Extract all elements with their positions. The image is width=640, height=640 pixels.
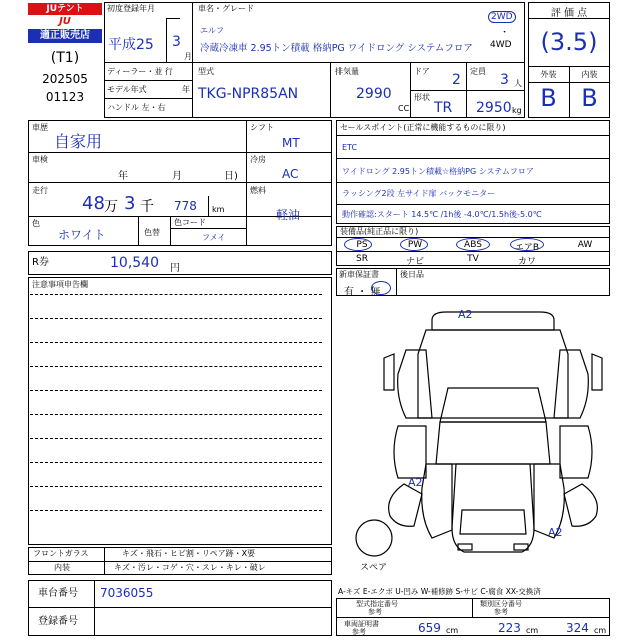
drive-4wd: 4WD bbox=[490, 40, 512, 50]
mileage-man: 48 bbox=[82, 193, 105, 214]
ju-logo: JU bbox=[59, 16, 71, 27]
drive-sep: ・ bbox=[500, 28, 510, 38]
length-unit: cm bbox=[446, 626, 459, 635]
interior-label: 内装 bbox=[54, 563, 70, 572]
color-value: ホワイト bbox=[58, 228, 106, 242]
width-value: 223 bbox=[498, 621, 521, 635]
recycle-box bbox=[28, 251, 332, 275]
certificate-ref: 参考 bbox=[352, 628, 366, 636]
color-change-label: 色替 bbox=[144, 228, 160, 237]
color-code-value: フメイ bbox=[202, 233, 226, 242]
class-spec-label: 類別区分番号 bbox=[480, 600, 522, 608]
doors-value: 2 bbox=[452, 72, 461, 88]
aircon-label: 冷房 bbox=[250, 155, 266, 164]
score-value: (3.5) bbox=[540, 28, 598, 56]
class-spec-ref: 参考 bbox=[494, 608, 508, 616]
aircon-value: AC bbox=[282, 167, 299, 181]
int-score: B bbox=[581, 84, 598, 112]
sales-label: セールスポイント(正常に機能するものに限り) bbox=[340, 123, 506, 132]
logo-box bbox=[28, 3, 102, 43]
shape-label: 形状 bbox=[414, 93, 430, 102]
ext-label: 外装 bbox=[540, 70, 557, 79]
shaken-month: 月 bbox=[172, 171, 182, 182]
fuel-value: 軽油 bbox=[276, 208, 301, 222]
width-unit: cm bbox=[526, 626, 539, 635]
shift-label: シフト bbox=[250, 123, 274, 132]
lot-number-2: 01123 bbox=[45, 90, 85, 104]
front-glass-value: キズ・飛石・ヒビ割・リペア跡・X要 bbox=[122, 549, 256, 558]
mileage-sen: 3 bbox=[124, 193, 136, 214]
model-year-unit: 年 bbox=[182, 85, 190, 94]
mileage-sen-unit: 千 bbox=[140, 199, 154, 215]
recycle-unit: 円 bbox=[170, 263, 180, 274]
dealer-label: ディーラー・並 行 bbox=[107, 67, 173, 76]
sales-item-3: ラッシング2段 左サイド扉 バックモニター bbox=[342, 189, 496, 198]
store-badge: 適正販売店 bbox=[28, 29, 102, 43]
drive-2wd: 2WD bbox=[488, 11, 516, 23]
use-value: 自家用 bbox=[54, 132, 103, 151]
header-box bbox=[104, 2, 525, 118]
reg-month: 3 bbox=[172, 34, 181, 50]
load-unit: kg bbox=[512, 106, 522, 115]
car-label: 車名・グレード bbox=[198, 4, 254, 13]
reg-era: 平成25 bbox=[108, 37, 154, 53]
registration-label: 登録番号 bbox=[38, 616, 78, 627]
vehicle-diagram bbox=[336, 298, 610, 580]
sales-item-1: ETC bbox=[342, 143, 358, 152]
equip-pw: PW bbox=[407, 240, 423, 250]
mileage-unit: km bbox=[212, 205, 225, 214]
interior-value: キズ・汚レ・コゲ・穴・スレ・キレ・破レ bbox=[114, 563, 266, 572]
chassis-value: 7036055 bbox=[100, 586, 154, 600]
mileage-rest: 778 bbox=[174, 199, 197, 213]
later-label: 後日品 bbox=[400, 270, 424, 279]
model-year-label: モデル年式 bbox=[107, 85, 147, 94]
handle-label: ハンドル 左・右 bbox=[107, 103, 166, 112]
damage-mark-left: A2 bbox=[408, 476, 423, 489]
fuel-label: 燃料 bbox=[250, 186, 266, 195]
equip-sr: SR bbox=[356, 254, 368, 264]
lot-number-1: 202505 bbox=[42, 72, 88, 86]
type-spec-ref: 参考 bbox=[368, 608, 382, 616]
ext-score: B bbox=[540, 84, 557, 112]
chassis-label: 車台番号 bbox=[38, 588, 78, 599]
capacity-unit: 人 bbox=[514, 79, 522, 88]
sales-item-4: 動作確認:スタート 14.5℃ /1h後 -4.0℃/1.5h後-5.0℃ bbox=[342, 210, 542, 219]
recycle-value: 10,540 bbox=[110, 255, 159, 271]
equip-airbag: エアB bbox=[514, 243, 540, 253]
displacement-unit: CC bbox=[398, 104, 410, 113]
car-name: エルフ bbox=[200, 26, 224, 35]
damage-legend: A-キズ E-エクボ U-凹み W-補修跡 S-サビ C-腐食 XX-交換済 bbox=[338, 587, 541, 596]
damage-mark-right: A2 bbox=[548, 526, 563, 539]
recycle-label: R券 bbox=[32, 257, 49, 268]
equip-leather: カワ bbox=[517, 257, 536, 267]
equip-ps: PS bbox=[356, 240, 368, 250]
color-code-label: 色コード bbox=[174, 218, 206, 227]
brand-logo: JUテント bbox=[28, 3, 102, 15]
equip-airbag-circle bbox=[510, 238, 544, 251]
equip-abs: ABS bbox=[464, 240, 482, 250]
car-grade: 冷蔵冷凍車 2.95トン積載 格納PG ワイドロング システムフロア bbox=[200, 43, 473, 54]
doors-label: ドア bbox=[414, 67, 430, 76]
type-label: 型式 bbox=[198, 67, 214, 76]
type-value: TKG-NPR85AN bbox=[198, 86, 299, 102]
warranty-value: 有 ・ 無 bbox=[344, 287, 381, 298]
capacity-label: 定員 bbox=[470, 67, 486, 76]
damage-mark-top: A2 bbox=[458, 308, 473, 321]
displacement-value: 2990 bbox=[356, 86, 392, 102]
type-spec-label: 型式指定番号 bbox=[356, 600, 398, 608]
score-label: 評 価 点 bbox=[550, 8, 588, 19]
equip-navi: ナビ bbox=[405, 257, 424, 267]
shaken-year: 年 bbox=[118, 171, 128, 182]
lot-tag: (T1) bbox=[50, 50, 80, 66]
use-label: 車歴 bbox=[32, 123, 48, 132]
height-unit: cm bbox=[594, 626, 607, 635]
equip-label: 装備品(純正品に限り) bbox=[340, 227, 419, 236]
warranty-circle bbox=[371, 281, 391, 295]
equip-ps-circle bbox=[344, 238, 372, 251]
mileage-label: 走行 bbox=[32, 186, 48, 195]
mileage-man-unit: 万 bbox=[104, 199, 118, 215]
reg-month-unit: 月 bbox=[184, 52, 192, 61]
length-value: 659 bbox=[418, 621, 441, 635]
reg-label: 初度登録年月 bbox=[107, 4, 155, 13]
shift-value: MT bbox=[282, 136, 300, 150]
equip-aw: AW bbox=[577, 240, 593, 250]
spare-label: スペア bbox=[360, 563, 388, 573]
notes-label: 注意事項申告欄 bbox=[32, 280, 88, 289]
certificate-label: 車両証明書 bbox=[344, 620, 379, 628]
equip-abs-circle bbox=[456, 238, 490, 251]
equip-tv: TV bbox=[467, 254, 479, 264]
shaken-label: 車検 bbox=[32, 155, 48, 164]
shaken-day: 日) bbox=[224, 171, 238, 182]
load-value: 2950 bbox=[476, 100, 512, 116]
capacity-value: 3 bbox=[500, 72, 509, 88]
height-value: 324 bbox=[566, 621, 589, 635]
equip-pw-circle bbox=[400, 238, 428, 251]
shape-value: TR bbox=[434, 100, 453, 116]
displacement-label: 排気量 bbox=[335, 67, 359, 76]
int-label: 内装 bbox=[581, 70, 598, 79]
sales-item-2: ワイドロング 2.95トン積載☆格納PG システムフロア bbox=[342, 167, 534, 176]
front-glass-label: フロントガラス bbox=[33, 549, 89, 558]
warranty-label: 新車保証書 bbox=[339, 270, 379, 279]
color-label: 色 bbox=[32, 219, 40, 228]
